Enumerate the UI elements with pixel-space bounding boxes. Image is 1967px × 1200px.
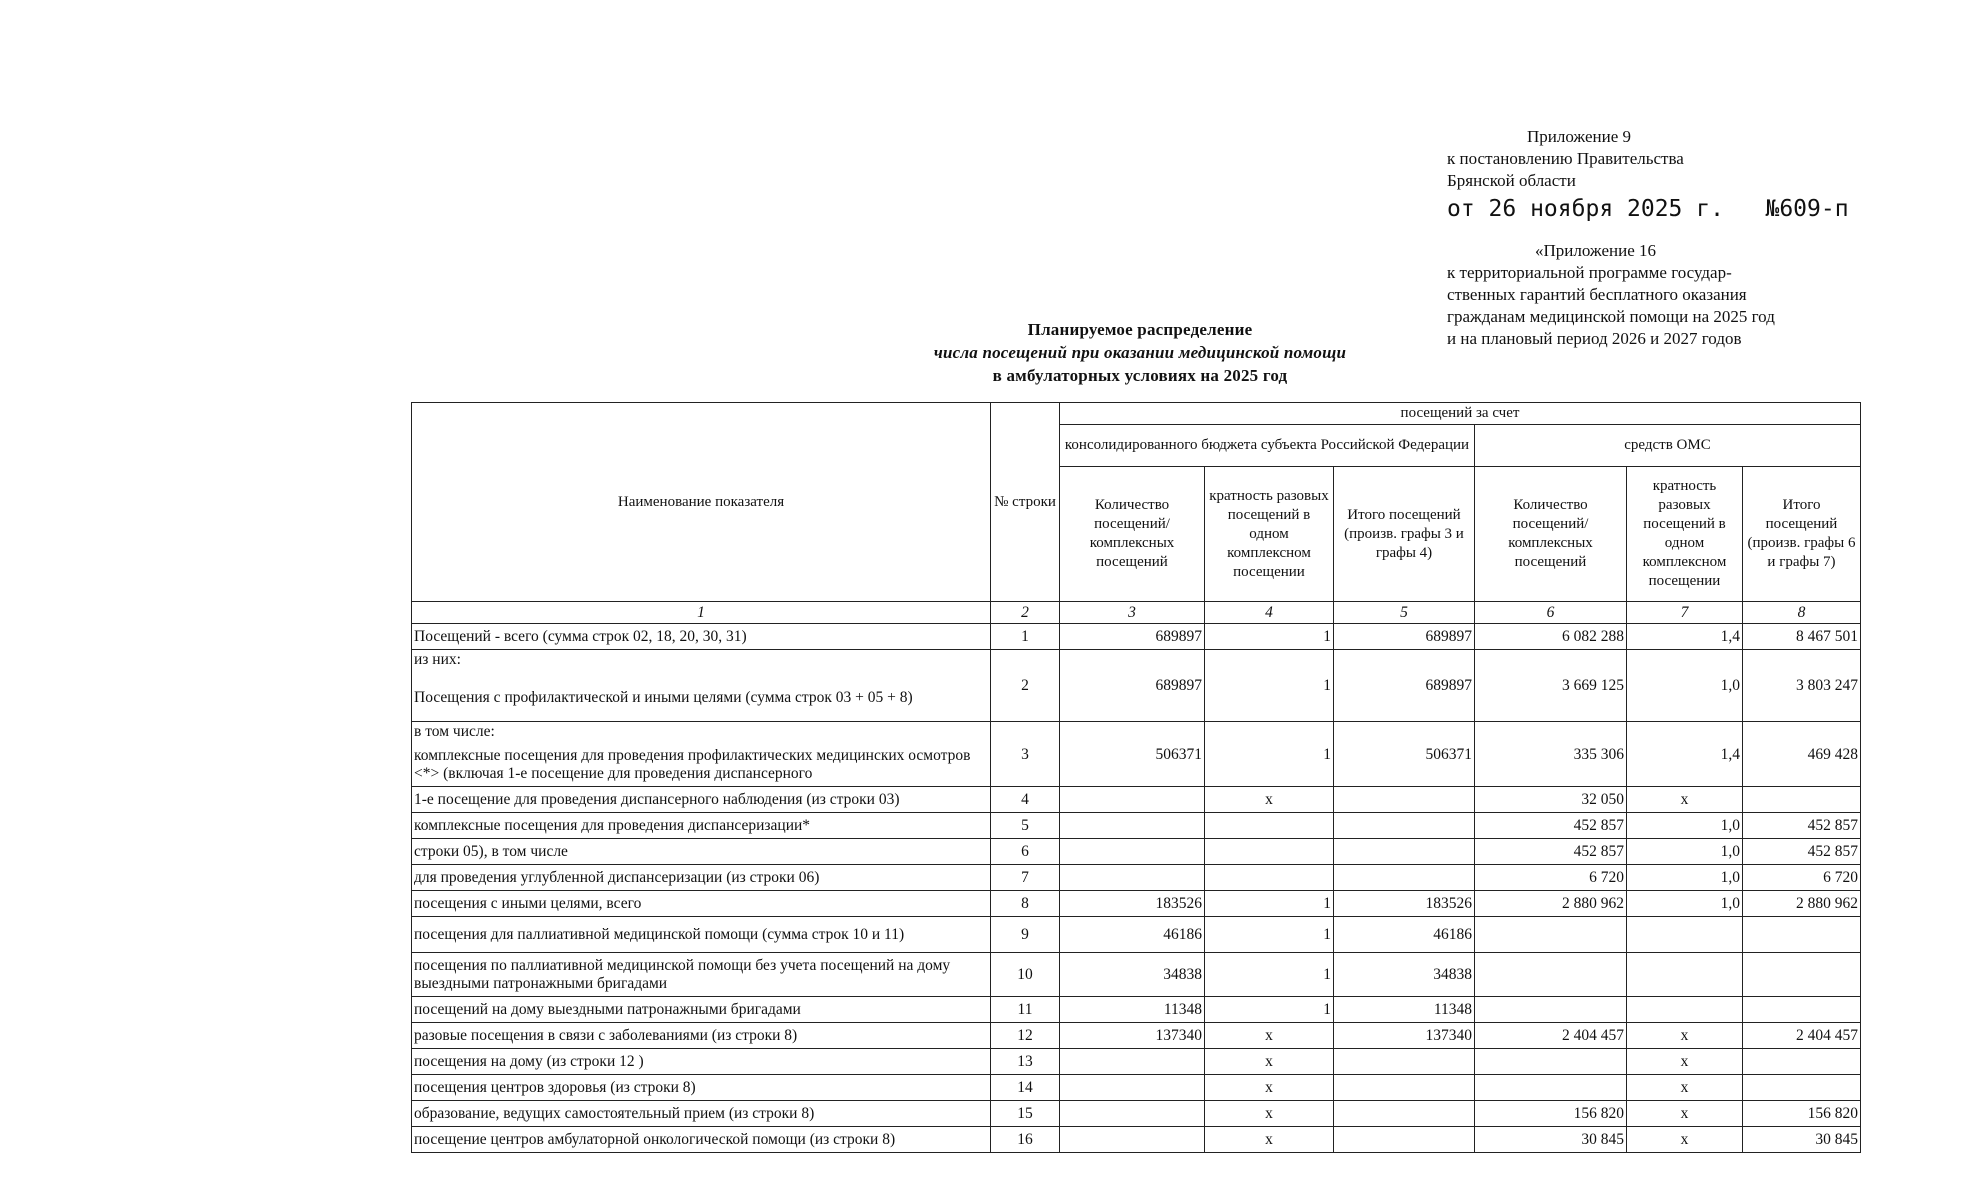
title-line3: в амбулаторных условиях на 2025 год [992, 366, 1288, 385]
cell-col8: 3 803 247 [1743, 650, 1861, 722]
cell-col5: 506371 [1334, 722, 1475, 787]
row-number: 14 [991, 1075, 1060, 1101]
row-name: посещения центров здоровья (из строки 8) [412, 1075, 991, 1101]
cell-col8: 452 857 [1743, 839, 1861, 865]
cell-col8: 8 467 501 [1743, 624, 1861, 650]
appendix16-line3: ственных гарантий бесплатного оказания [1447, 285, 1747, 304]
row-name [412, 650, 991, 722]
table-row [412, 839, 1861, 865]
table-row [412, 1101, 1861, 1127]
header-visits-from: посещений за счет [1060, 403, 1861, 425]
cell-col4: 1 [1205, 722, 1334, 787]
visits-table [411, 402, 1861, 1153]
cell-col6 [1475, 1075, 1627, 1101]
cell-col5 [1334, 813, 1475, 839]
cell-col8: 156 820 [1743, 1101, 1861, 1127]
cell-col4: x [1205, 1023, 1334, 1049]
cell-col6: 2 880 962 [1475, 891, 1627, 917]
cell-col3: 689897 [1060, 650, 1205, 722]
row-number: 7 [991, 865, 1060, 891]
cell-col5: 689897 [1334, 650, 1475, 722]
cell-col3 [1060, 1127, 1205, 1153]
cell-col8 [1743, 953, 1861, 997]
title-line1: Планируемое распределение [1027, 320, 1253, 339]
table-row [412, 891, 1861, 917]
table-row [412, 650, 1861, 722]
row-number: 8 [991, 891, 1060, 917]
header-budget: консолидированного бюджета субъекта Российской Федерации [1060, 425, 1475, 467]
header-rownum: № строки [991, 403, 1060, 602]
row-label: Посещения с профилактической и иными целями (сумма строк 03 + 05 + 8) [414, 689, 913, 706]
appendix16-block [1447, 240, 1967, 350]
row-name: для проведения углубленной диспансеризации (из строки 06) [412, 865, 991, 891]
cell-col4: x [1205, 1075, 1334, 1101]
row-name: посещения на дому (из строки 12 ) [412, 1049, 991, 1075]
cell-col4: 1 [1205, 917, 1334, 953]
table-row [412, 624, 1861, 650]
cell-col3: 183526 [1060, 891, 1205, 917]
row-number: 1 [991, 624, 1060, 650]
cell-col8 [1743, 1075, 1861, 1101]
cell-col4: x [1205, 1127, 1334, 1153]
appendix9-line2: к постановлению Правительства [1447, 149, 1684, 168]
cell-col4 [1205, 813, 1334, 839]
cell-col5 [1334, 839, 1475, 865]
table-row [412, 917, 1861, 953]
table-row [412, 997, 1861, 1023]
row-number: 10 [991, 953, 1060, 997]
cell-col6 [1475, 997, 1627, 1023]
appendix9-date-number: от 26 ноября 2025 г. №609-п [1447, 196, 1849, 222]
cell-col8: 2 404 457 [1743, 1023, 1861, 1049]
cell-col6: 3 669 125 [1475, 650, 1627, 722]
row-prefix: из них: [414, 651, 461, 668]
cell-col5: 46186 [1334, 917, 1475, 953]
cell-col5: 689897 [1334, 624, 1475, 650]
header-name: Наименование показателя [412, 403, 991, 602]
col-number: 5 [1334, 602, 1475, 624]
row-name: 1-е посещение для проведения диспансерного наблюдения (из строки 03) [412, 787, 991, 813]
table-row [412, 1127, 1861, 1153]
row-name: посещения для паллиативной медицинской помощи (сумма строк 10 и 11) [412, 917, 991, 953]
cell-col7: 1,0 [1627, 839, 1743, 865]
cell-col6: 452 857 [1475, 839, 1627, 865]
cell-col8: 30 845 [1743, 1127, 1861, 1153]
table-row [412, 953, 1861, 997]
header-col3: Количество посещений/комплексных посещений [1060, 467, 1205, 602]
row-number: 15 [991, 1101, 1060, 1127]
cell-col4: x [1205, 787, 1334, 813]
cell-col6: 156 820 [1475, 1101, 1627, 1127]
cell-col8: 452 857 [1743, 813, 1861, 839]
cell-col3 [1060, 839, 1205, 865]
cell-col4 [1205, 839, 1334, 865]
cell-col4 [1205, 865, 1334, 891]
table-row [412, 1049, 1861, 1075]
title-line2: числа посещений при оказании медицинской помощи [933, 343, 1347, 362]
cell-col6: 32 050 [1475, 787, 1627, 813]
cell-col3: 11348 [1060, 997, 1205, 1023]
cell-col5 [1334, 1049, 1475, 1075]
cell-col6: 6 720 [1475, 865, 1627, 891]
cell-col7: x [1627, 1049, 1743, 1075]
row-number: 5 [991, 813, 1060, 839]
cell-col5 [1334, 1101, 1475, 1127]
cell-col6 [1475, 1049, 1627, 1075]
row-number: 4 [991, 787, 1060, 813]
cell-col6: 452 857 [1475, 813, 1627, 839]
row-name: Посещений - всего (сумма строк 02, 18, 20, 30, 31) [412, 624, 991, 650]
cell-col4: x [1205, 1101, 1334, 1127]
table-row [412, 813, 1861, 839]
cell-col6 [1475, 953, 1627, 997]
cell-col5: 11348 [1334, 997, 1475, 1023]
appendix9-block [1447, 126, 1967, 224]
cell-col8 [1743, 997, 1861, 1023]
row-name [412, 722, 991, 787]
cell-col7 [1627, 917, 1743, 953]
cell-col6 [1475, 917, 1627, 953]
row-number: 6 [991, 839, 1060, 865]
cell-col3: 46186 [1060, 917, 1205, 953]
cell-col7: 1,4 [1627, 624, 1743, 650]
row-name: посещения по паллиативной медицинской помощи без учета посещений на дому выездными патронажными бригадами [412, 953, 991, 997]
cell-col7 [1627, 953, 1743, 997]
cell-col7: 1,0 [1627, 891, 1743, 917]
appendix16-line5: и на плановый период 2026 и 2027 годов [1447, 329, 1742, 348]
col-number: 3 [1060, 602, 1205, 624]
row-prefix: в том числе: [414, 723, 495, 740]
row-name: разовые посещения в связи с заболеваниями (из строки 8) [412, 1023, 991, 1049]
col-number: 1 [412, 602, 991, 624]
cell-col3 [1060, 1101, 1205, 1127]
cell-col3 [1060, 1075, 1205, 1101]
cell-col4: 1 [1205, 650, 1334, 722]
cell-col5 [1334, 865, 1475, 891]
cell-col8: 2 880 962 [1743, 891, 1861, 917]
row-name: строки 05), в том числе [412, 839, 991, 865]
cell-col6: 2 404 457 [1475, 1023, 1627, 1049]
cell-col7: x [1627, 1101, 1743, 1127]
cell-col7 [1627, 997, 1743, 1023]
cell-col7: x [1627, 787, 1743, 813]
row-number: 3 [991, 722, 1060, 787]
cell-col8 [1743, 787, 1861, 813]
cell-col8 [1743, 917, 1861, 953]
cell-col7: 1,0 [1627, 813, 1743, 839]
col-number: 2 [991, 602, 1060, 624]
cell-col6: 335 306 [1475, 722, 1627, 787]
col-number: 6 [1475, 602, 1627, 624]
header-col5: Итого посещений (произв. графы 3 и графы 4) [1334, 467, 1475, 602]
appendix16-line4: гражданам медицинской помощи на 2025 год [1447, 307, 1775, 326]
cell-col3: 506371 [1060, 722, 1205, 787]
cell-col7: 1,0 [1627, 865, 1743, 891]
cell-col5 [1334, 1075, 1475, 1101]
cell-col7: x [1627, 1075, 1743, 1101]
column-number-row [412, 602, 1861, 624]
row-label: комплексные посещения для проведения профилактических медицинских осмотров <*> (включая 1-е посещение для проведения диспансерного [414, 747, 971, 782]
row-name: посещения с иными целями, всего [412, 891, 991, 917]
header-col4: кратность разовых посещений в одном комплексном посещении [1205, 467, 1334, 602]
row-name: посещений на дому выездными патронажными бригадами [412, 997, 991, 1023]
row-name: образование, ведущих самостоятельный прием (из строки 8) [412, 1101, 991, 1127]
appendix9-title: Приложение 9 [1527, 127, 1631, 146]
table-row [412, 1075, 1861, 1101]
row-number: 9 [991, 917, 1060, 953]
appendix9-line3: Брянской области [1447, 171, 1576, 190]
cell-col3 [1060, 813, 1205, 839]
cell-col7: 1,4 [1627, 722, 1743, 787]
table-row [412, 722, 1861, 787]
cell-col4: 1 [1205, 624, 1334, 650]
col-number: 8 [1743, 602, 1861, 624]
row-number: 13 [991, 1049, 1060, 1075]
row-number: 11 [991, 997, 1060, 1023]
document-title [870, 318, 1410, 387]
row-name: комплексные посещения для проведения диспансеризации* [412, 813, 991, 839]
row-number: 2 [991, 650, 1060, 722]
table-row [412, 865, 1861, 891]
header-col7: кратность разовых посещений в одном комплексном посещении [1627, 467, 1743, 602]
cell-col8 [1743, 1049, 1861, 1075]
cell-col3: 689897 [1060, 624, 1205, 650]
cell-col3 [1060, 1049, 1205, 1075]
cell-col3: 34838 [1060, 953, 1205, 997]
cell-col7: 1,0 [1627, 650, 1743, 722]
cell-col7: x [1627, 1127, 1743, 1153]
cell-col5 [1334, 787, 1475, 813]
cell-col5: 34838 [1334, 953, 1475, 997]
cell-col8: 469 428 [1743, 722, 1861, 787]
row-name: посещение центров амбулаторной онкологической помощи (из строки 8) [412, 1127, 991, 1153]
cell-col7: x [1627, 1023, 1743, 1049]
header-col8: Итого посещений (произв. графы 6 и графы 7) [1743, 467, 1861, 602]
cell-col4: x [1205, 1049, 1334, 1075]
cell-col5 [1334, 1127, 1475, 1153]
header-oms: средств ОМС [1475, 425, 1861, 467]
cell-col6: 30 845 [1475, 1127, 1627, 1153]
cell-col4: 1 [1205, 891, 1334, 917]
cell-col6: 6 082 288 [1475, 624, 1627, 650]
table-row [412, 787, 1861, 813]
cell-col8: 6 720 [1743, 865, 1861, 891]
appendix16-title: «Приложение 16 [1535, 241, 1656, 260]
row-number: 16 [991, 1127, 1060, 1153]
header-col6: Количество посещений/комплексных посещений [1475, 467, 1627, 602]
col-number: 7 [1627, 602, 1743, 624]
cell-col5: 183526 [1334, 891, 1475, 917]
cell-col5: 137340 [1334, 1023, 1475, 1049]
cell-col4: 1 [1205, 953, 1334, 997]
table-row [412, 1023, 1861, 1049]
cell-col3 [1060, 865, 1205, 891]
col-number: 4 [1205, 602, 1334, 624]
cell-col3 [1060, 787, 1205, 813]
cell-col3: 137340 [1060, 1023, 1205, 1049]
appendix16-line2: к территориальной программе государ- [1447, 263, 1732, 282]
row-number: 12 [991, 1023, 1060, 1049]
cell-col4: 1 [1205, 997, 1334, 1023]
